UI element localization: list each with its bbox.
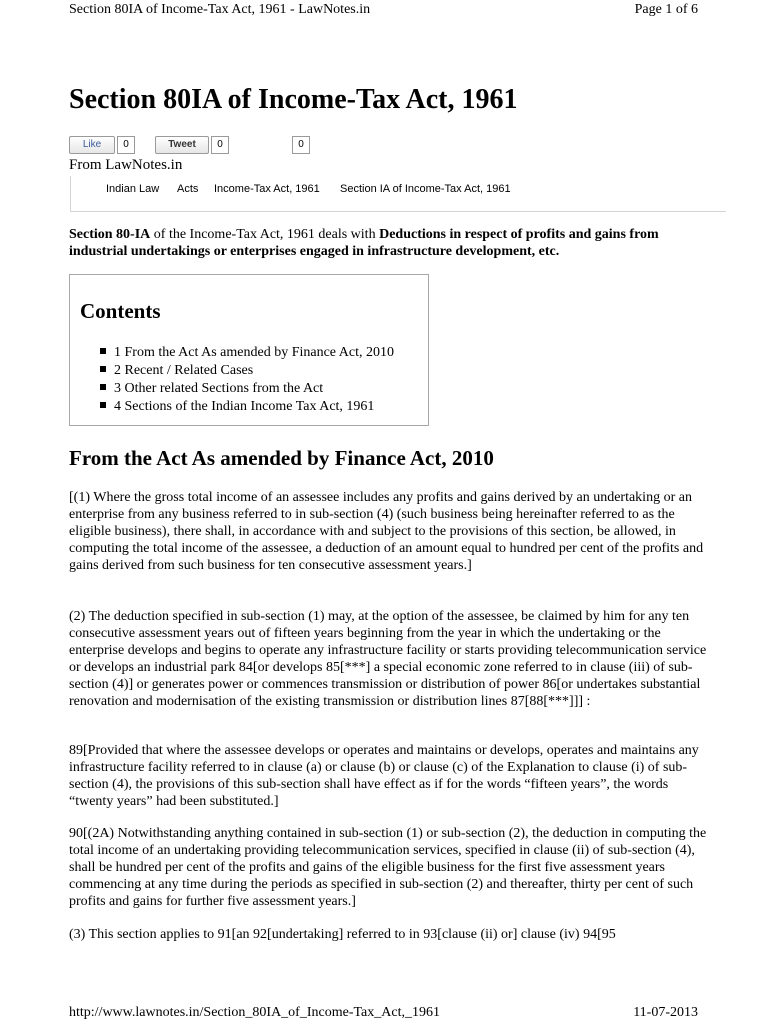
paragraph-subsection-1: [(1) Where the gross total income of an assessee includes any profits and gains derived by an undertaking or an enterprise from any business referred to in sub-section (4) (such business being hereinafter referred to as the eligible business), there shall, in accordance with and subject to the provisions of this section, be allowed, in computing the total income of the assessee, a deduction of an amount equal to hundred per cent of the profits and gains derived from such business for ten consecutive assessment years.] xyxy=(69,490,704,573)
section-heading: From the Act As amended by Finance Act, 2010 xyxy=(69,446,494,470)
page-title: Section 80IA of Income-Tax Act, 1961 xyxy=(69,84,518,115)
print-footer-date: 11-07-2013 xyxy=(633,1005,698,1020)
print-footer xyxy=(69,1005,698,1021)
toc-item-label: 4 Sections of the Indian Income Tax Act, 1961 xyxy=(114,399,375,414)
toc-item-4[interactable] xyxy=(100,398,394,416)
toc-item-2[interactable] xyxy=(100,362,394,380)
social-bar xyxy=(69,136,369,156)
paragraph-subsection-3: (3) This section applies to 91[an 92[undertaking] referred to in 93[clause (ii) or] clause (iv) 94[95 xyxy=(69,927,616,942)
print-header-page: Page 1 of 6 xyxy=(634,2,698,17)
site-source: From LawNotes.in xyxy=(69,157,183,173)
toc-item-label: 3 Other related Sections from the Act xyxy=(114,381,324,396)
breadcrumb xyxy=(70,176,726,212)
tweet-count: 0 xyxy=(211,136,229,154)
paragraph-subsection-2: (2) The deduction specified in sub-section (1) may, at the option of the assessee, be claimed by him for any ten consecutive assessment years out of fifteen years beginning from the year in which the undertaking or the enterprise develops and begins to operate any infrastructure facility or starts providing telecommunication service or develops an industrial park 84[or develops 85[***] a special economic zone referred to in clause (iii) of sub-section (4)] or generates power or commences transmission or distribution of power 86[or undertakes substantial renovation and modernisation of the existing transmission or distribution lines 87[88[***]]] : xyxy=(69,609,707,709)
print-header-title: Section 80IA of Income-Tax Act, 1961 - LawNotes.in xyxy=(69,2,371,17)
like-button[interactable]: Like xyxy=(69,136,115,154)
intro-section-name: Section 80-IA xyxy=(69,227,151,242)
intro-description: Deductions in respect of profits and gains from industrial undertakings or enterprises engaged in infrastructure development, etc. xyxy=(69,227,659,259)
bullet-icon xyxy=(100,348,106,354)
paragraph-proviso: 89[Provided that where the assessee develops or operates and maintains or develops, operates and maintains any infrastructure facility referred to in clause (a) or clause (b) or clause (c) of the Explanation to clause (i) of sub-section (4), the provisions of this sub-section shall have effect as if for the words “fifteen years”, the words “twenty years” had been substituted.] xyxy=(69,743,699,809)
bullet-icon xyxy=(100,402,106,408)
like-count: 0 xyxy=(117,136,135,154)
toc-item-label: 1 From the Act As amended by Finance Act, 2010 xyxy=(114,345,394,360)
breadcrumb-indian-law[interactable]: Indian Law xyxy=(106,183,160,195)
toc-item-label: 2 Recent / Related Cases xyxy=(114,363,254,378)
toc-item-3[interactable] xyxy=(100,380,394,398)
breadcrumb-income-tax-act[interactable]: Income-Tax Act, 1961 xyxy=(214,183,320,195)
intro-middle-text: of the Income-Tax Act, 1961 deals with xyxy=(150,227,380,242)
breadcrumb-section-ia[interactable]: Section IA of Income-Tax Act, 1961 xyxy=(340,183,511,195)
toc-title: Contents xyxy=(80,299,161,323)
bullet-icon xyxy=(100,366,106,372)
toc-list xyxy=(100,344,394,416)
paragraph-subsection-2a: 90[(2A) Notwithstanding anything contained in sub-section (1) or sub-section (2), the deduction in computing the total income of an undertaking providing telecommunication services, specified in clause (ii) of sub-section (4), shall be hundred per cent of the profits and gains of the eligible business for the first five assessment years commencing at any time during the periods as specified in sub-section (2) and thereafter, thirty per cent of such profits and gains for further five assessment years.] xyxy=(69,826,707,909)
breadcrumb-acts[interactable]: Acts xyxy=(177,183,199,195)
tweet-button[interactable]: Tweet xyxy=(155,136,209,154)
print-footer-url: http://www.lawnotes.in/Section_80IA_of_Income-Tax_Act,_1961 xyxy=(69,1005,440,1020)
intro-paragraph xyxy=(69,226,709,260)
table-of-contents xyxy=(69,274,429,426)
plus-one-count: 0 xyxy=(292,136,310,154)
print-header xyxy=(69,2,698,18)
toc-item-1[interactable] xyxy=(100,344,394,362)
bullet-icon xyxy=(100,384,106,390)
